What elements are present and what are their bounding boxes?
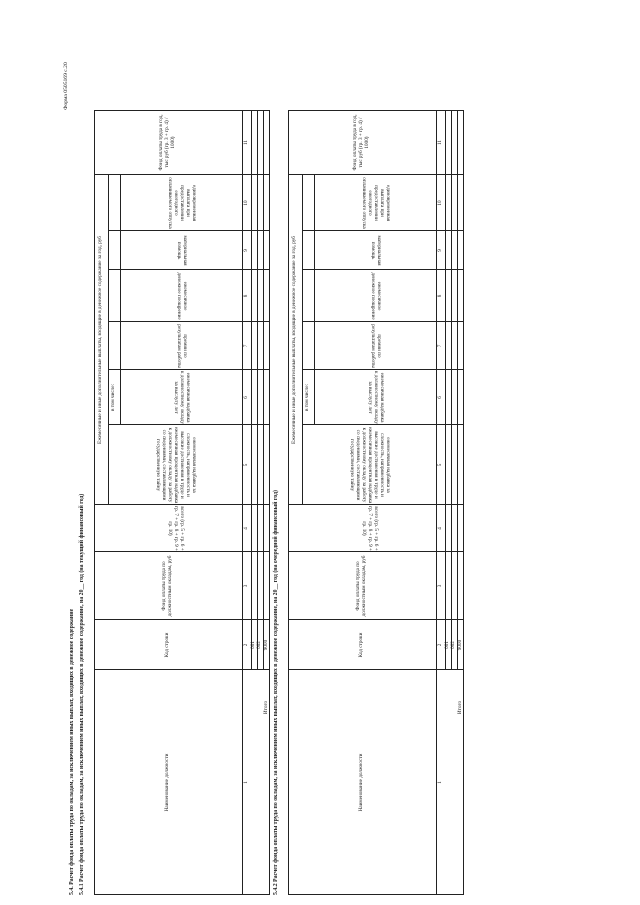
col-number-2: 2 [242, 643, 249, 647]
header-col7 [120, 322, 242, 370]
header-col11: Фонд оплаты труда в год, тыс руб (гр. 3 + гр. 4) / 1000) [158, 114, 176, 171]
header-col8-text: ежемесячное денежное поощрение [370, 272, 382, 320]
header-col6 [120, 370, 242, 425]
header-group: Ежемесячные и иные дополнительные выплаты, входящие в денежное содержание за год, руб [97, 236, 104, 444]
header-fot-salary: Фонд оплаты труда по должностным окладам, руб [355, 555, 367, 617]
col-number-4: 4 [242, 527, 249, 530]
header-col7-text: премии по результатам работы [370, 324, 382, 368]
header-col9-text: материальная помощь [176, 235, 188, 266]
hline-r3 [457, 110, 458, 670]
col-number-9: 9 [242, 249, 249, 252]
header-fot-salary: Фонд оплаты труда по должностным окладам, руб [161, 555, 173, 617]
row-code: 001 [250, 641, 257, 649]
col-number-11: 11 [436, 140, 443, 145]
hline-r1 [251, 110, 252, 670]
header-col6 [314, 370, 436, 425]
col-number-5: 5 [436, 463, 443, 467]
col-number-10: 10 [436, 200, 443, 206]
col-number-11: 11 [242, 140, 249, 145]
row-code: 001 [444, 641, 451, 649]
header-including: в том числе: [110, 383, 117, 412]
header-col7-text: премии по результатам работы [176, 324, 188, 368]
col-number-6: 6 [436, 396, 443, 399]
col-number-1: 1 [242, 781, 249, 784]
header-col10-text: единовременная выплата при предоставлении ежегодного оплачиваемого отпуска [361, 177, 391, 229]
header-col9 [314, 231, 436, 270]
col-number-1: 1 [436, 781, 443, 784]
header-col10-text: единовременная выплата при предоставлении ежегодного оплачиваемого отпуска [167, 177, 197, 229]
hline-r3 [263, 110, 264, 670]
header-col7 [314, 322, 436, 370]
header-code: Код строки [358, 632, 365, 658]
header-including: в том числе: [304, 383, 311, 412]
hline-r1 [445, 110, 446, 670]
header-total-text: всего (гр. 5 + гр. 6 + гр. 7 + гр. 8 + гр. 9 + гр. 10) [361, 506, 379, 551]
col-number-3: 3 [242, 584, 249, 588]
header-col5-text: ежемесячная надбавка за сложность, напряженность и высокие достижения в труде и ежемесячная процентная надбавка к должностному окладу за работу со сведениями, составляющими государственную тайну [349, 426, 391, 504]
row-code: 9000 [262, 639, 269, 651]
header-col8 [314, 270, 436, 322]
row-code: 002 [450, 641, 457, 649]
table2 [288, 110, 464, 895]
col-number-4: 4 [436, 527, 443, 530]
header-col6-text: ежемесячная надбавка к должностному окладу за выслугу лет [367, 371, 385, 424]
total-label: Итого [262, 700, 269, 715]
header-position: Наименование должности [358, 753, 365, 812]
col-number-8: 8 [242, 294, 249, 298]
hline-r2 [451, 110, 452, 670]
table1 [94, 110, 270, 895]
section-title: 5.4. Расчет фонда оплаты труда по окладам, за исключением иных выплат, входящих в денежное содержание [69, 608, 75, 895]
header-col11: Фонд оплаты труда в год, тыс руб (гр. 3 + гр. 4) / 1000) [352, 114, 370, 171]
header-col10 [120, 175, 242, 231]
header-col8 [120, 270, 242, 322]
header-total [108, 505, 242, 552]
col-number-9: 9 [436, 249, 443, 252]
row-code: 002 [256, 641, 263, 649]
form-ref: Форма 0505169 с.20 [63, 62, 69, 110]
total-label: Итого [456, 700, 463, 715]
header-col10 [314, 175, 436, 231]
col-number-6: 6 [242, 396, 249, 399]
header-col5 [108, 425, 242, 505]
header-col9-text: материальная помощь [370, 235, 382, 266]
table2-title: 5.4.2 Расчет фонда оплаты труда по окладам, за исключением иных выплат, входящих в денежное содержание, на 20__ год (на очередной финансовый год) [273, 490, 279, 895]
header-col5-text: ежемесячная надбавка за сложность, напряженность и высокие достижения в труде и ежемесячная процентная надбавка к должностному окладу за работу со сведениями, составляющими государственную тайну [155, 426, 197, 504]
header-col6-text: ежемесячная надбавка к должностному окладу за выслугу лет [173, 371, 191, 424]
header-code: Код строки [164, 632, 171, 658]
col-number-8: 8 [436, 294, 443, 298]
hline-r2 [257, 110, 258, 670]
col-number-7: 7 [242, 344, 249, 348]
header-total-text: всего (гр. 5 + гр. 6 + гр. 7 + гр. 8 + гр. 9 + гр. 10) [167, 506, 185, 551]
header-col9 [120, 231, 242, 270]
col-number-5: 5 [242, 463, 249, 467]
col-number-2: 2 [436, 643, 443, 647]
header-col8-text: ежемесячное денежное поощрение [176, 272, 188, 320]
header-group: Ежемесячные и иные дополнительные выплаты, входящие в денежное содержание за год, руб [291, 236, 298, 444]
col-number-10: 10 [242, 200, 249, 206]
col-number-3: 3 [436, 584, 443, 588]
header-total [302, 505, 436, 552]
header-col5 [302, 425, 436, 505]
row-code: 9000 [456, 639, 463, 651]
col-number-7: 7 [436, 344, 443, 348]
table1-title: 5.4.1 Расчет фонда оплаты труда по окладам, за исключением иных выплат, входящих в денежное содержание, на 20__ год (на текущий финансовый год) [79, 493, 85, 895]
header-position: Наименование должности [164, 753, 171, 812]
